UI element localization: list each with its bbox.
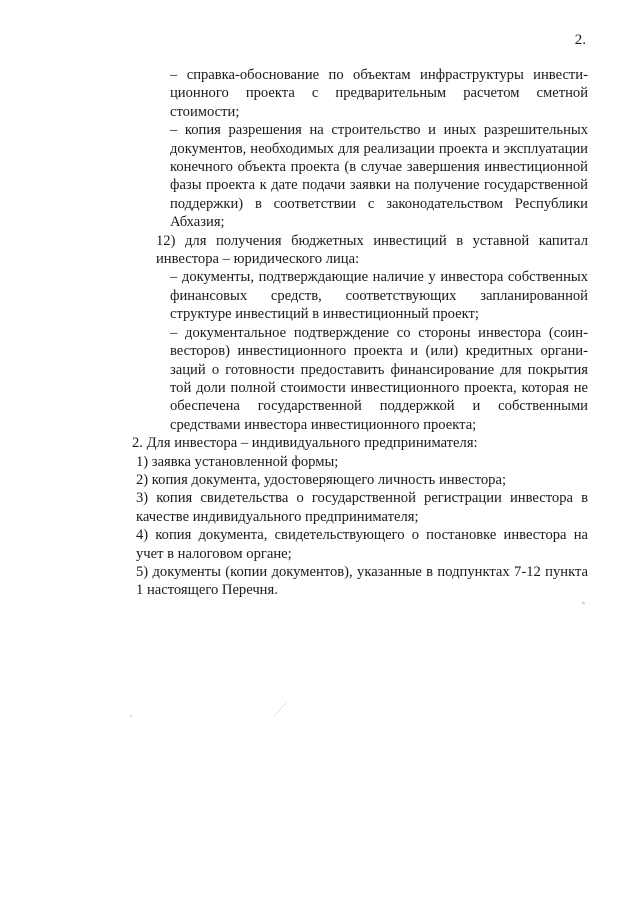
section-2-heading: 2. Для инвестора – индивидуального предпринимателя: — [132, 435, 478, 452]
scan-speck — [582, 601, 586, 604]
paragraph-co-investors: – документальное подтверждение со стороны инвестора (соинвесторов) инвестиционного проекта и (или) кредитных организаций о готовности предоставить финансирование для покрытия той доли полной стоимости инвестиционного проекта, которая не обеспечена государственной поддержкой и собственными средствами инвестора инвестиционного проекта; — [170, 324, 588, 433]
scan-speck — [130, 715, 132, 717]
paragraph-construction-permit: – копия разрешения на строительство и иных разрешительных документов, необходимых для реализации проекта и эксплуатации конечного объекта проекта (в случае завершения инвестиционной фазы проекта к дате подачи заявки на получение государственной поддержки) в соответствии с законодательством Республики Абхазия; — [170, 122, 588, 231]
section-2-item-3: 3) копия свидетельства о государственной регистрации инвестора в качестве индивидуального предпринимателя; — [136, 490, 588, 525]
page-number: 2. — [574, 32, 586, 48]
section-2-item-5: 5) документы (копии документов), указанные в подпунктах 7-12 пункта 1 настоящего Перечня. — [136, 563, 588, 599]
paragraph-infrastructure-reference: – справка-обоснование по объектам инфраструктуры инвестиционного проекта с предварительным расчетом сметной стоимости; — [170, 67, 588, 120]
scan-streak — [274, 702, 286, 716]
document-body — [132, 66, 588, 600]
section-2-item-1: 1) заявка установленной формы; — [136, 453, 339, 470]
section-2-item-2: 2) копия документа, удостоверяющего личность инвестора; — [136, 471, 507, 488]
paragraph-own-funds: – документы, подтверждающие наличие у инвестора собственных финансовых средств, соответствующих запланированной структуре инвестиций в инвестиционный проект; — [170, 269, 588, 323]
section-2-item-4: 4) копия документа, свидетельствующего о постановке инвестора на учет в налоговом органе; — [136, 527, 588, 562]
paragraph-item-12: 12) для получения бюджетных инвестиций в уставной капитал инвестора – юридического лица: — [156, 232, 588, 268]
